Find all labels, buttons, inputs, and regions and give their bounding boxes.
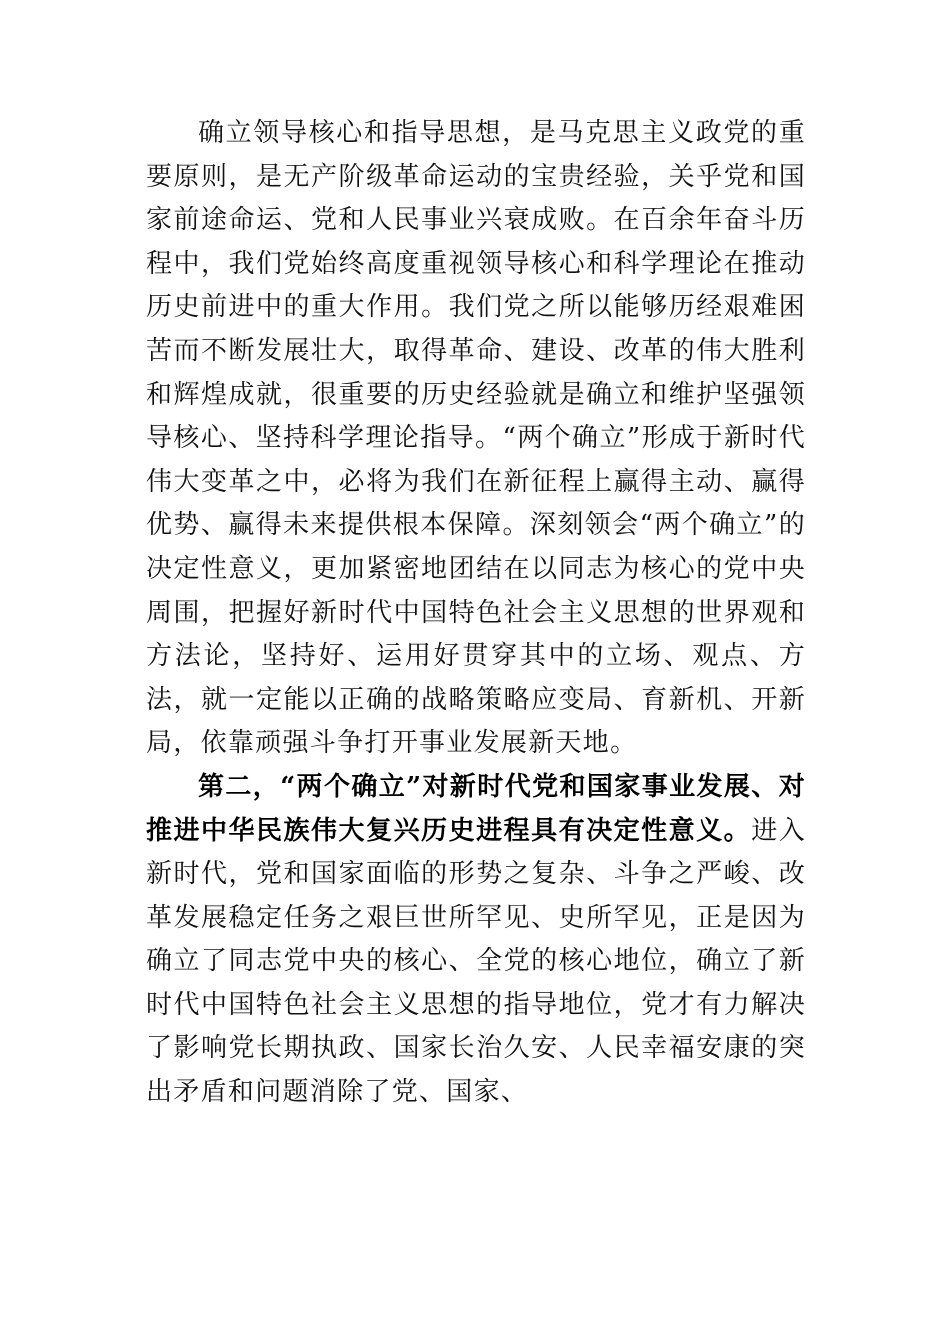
paragraph-1: 确立领导核心和指导思想，是马克思主义政党的重要原则，是无产阶级革命运动的宝贵经验，关乎党和国家前途命运、党和人民事业兴衰成败。在百余年奋斗历程中，我们党始终高度重视领导核心和科学理论在推动历史前进中的重大作用。我们党之所以能够历经艰难困苦而不断发展壮大，取得革命、建设、改革的伟大胜利和辉煌成就，很重要的历史经验就是确立和维护坚强领导核心、坚持科学理论指导。“两个确立”形成于新时代伟大变革之中，必将为我们在新征程上赢得主动、赢得优势、赢得未来提供根本保障。深刻领会“两个确立”的决定性意义，更加紧密地团结在以同志为核心的党中央周围，把握好新时代中国特色社会主义思想的世界观和方法论，坚持好、运用好贯穿其中的立场、观点、方法，就一定能以正确的战略策略应变局、育新机、开新局，依靠顽强斗争打开事业发展新天地。 <box>146 118 806 759</box>
paragraph-2-text: 进入新时代，党和国家面临的形势之复杂、斗争之严峻、改革发展稳定任务之艰巨世所罕见、史所罕见，正是因为确立了同志党中央的核心、全党的核心地位，确立了新时代中国特色社会主义思想的指导地位，党才有力解决了影响党长期执政、国家长治久安、人民幸福安康的突出矛盾和问题消除了党、国家、 <box>146 815 806 1108</box>
document-body <box>146 112 806 1115</box>
paragraph-2 <box>146 766 806 1115</box>
paragraph-2-heading: 第二，“两个确立”对新时代党和国家事业发展、对推进中华民族伟大复兴历史进程具有决定性意义。 <box>146 771 806 846</box>
